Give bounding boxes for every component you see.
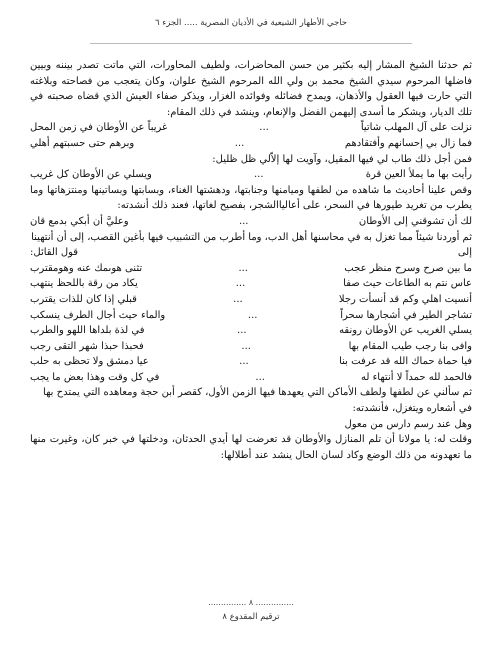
verse-hemistich-second: قبلي إذا كان للذات يقترب — [30, 293, 137, 305]
verse-line — [30, 370, 472, 386]
verse-hemistich-second: في لذة بلداها اللهو والطرب — [30, 325, 145, 337]
verse-hemistich-second: والماء حيث أجال الطرف ينسكب — [30, 309, 166, 321]
verse-line — [30, 401, 472, 417]
verse-hemistich-first: تشاجر الطير في أشجارها سحراً — [340, 309, 472, 321]
verse-hemistich-first: فما زال بي إحسانهم وأفتقادهم — [344, 137, 472, 149]
verse-hemistich-second: يكاد من رقة باللحظ ينتهب — [30, 278, 138, 290]
paragraph: فمن أجل ذلك طاب لي فيها المقيل، وآويت لها إلاّلي ظل ظليل: — [212, 153, 472, 165]
verse-hemistich-first: أنسيت اهلي وكم قد أنسأت رجلا — [338, 293, 472, 305]
verse-hemistich-second: فحبذا حبذا شهر التقى رجب — [30, 340, 144, 352]
header-divider — [90, 43, 412, 44]
verse-line — [30, 323, 472, 339]
verse-separator: ... — [255, 371, 265, 383]
footer-label: ترقيم المقدوع ٨ — [222, 612, 280, 622]
verse-hemistich-first: يسلي الغريب عن الأوطان رونقه — [339, 325, 472, 337]
verse-hemistich-first: عاس نتم به الطاعات حيث صفا — [343, 278, 472, 290]
verse-separator: ... — [234, 137, 245, 149]
verse-hemistich-second: وبرهم حتى حسبتهم أهلي — [30, 137, 135, 149]
verse-line — [30, 120, 472, 136]
verse-line — [30, 136, 472, 152]
verse-hemistich-second: غريباً عن الأوطان في زمن المحل — [30, 122, 168, 134]
verse-hemistich-second: قول القائل: — [30, 247, 79, 259]
verse-line — [30, 417, 472, 433]
paragraph: ثم أوردنا شيئاً مما تغزل به في محاسنها أهل الدب، وما أطرب من التشبيب فيها بأغين القصب، إلى أن أنتهينا — [31, 231, 472, 243]
verse-separator: ... — [237, 325, 247, 337]
verse-separator: ... — [238, 215, 249, 227]
verse-hemistich-first: ما بين صرح وسرح منظر عجب — [344, 262, 472, 274]
verse-line — [30, 214, 472, 230]
running-header: حاجي الأطهار الشيعية في الأديان المصرية ..... الجزء ٦ — [154, 18, 348, 28]
verse-line — [30, 308, 472, 324]
verse-hemistich-first: فيا حماة حماك الله قد عرفت بنا — [339, 356, 472, 368]
verse-separator: ... — [238, 262, 248, 274]
verse-hemistich-first: إلى — [457, 247, 472, 259]
verse-hemistich-first: وافى بنا رجب طيب المقام بها — [348, 340, 472, 352]
verse-hemistich-first: رأيت بها ما يملأ العين قرة — [365, 169, 472, 181]
verse-hemistich-second: وعليَّ أن أبكي بدمع قان — [30, 215, 129, 227]
verse-hemistich-first: نزلت على آل المهلب شاتياً — [360, 122, 472, 134]
verse-line — [30, 167, 472, 183]
verse-separator: ... — [235, 278, 246, 290]
verse-hemistich-first: وهل عند رسم دارس من معول — [344, 418, 472, 430]
verse-separator: ... — [239, 356, 249, 368]
verse-line — [30, 354, 472, 370]
verse-separator: ... — [254, 169, 264, 181]
verse-separator: ... — [259, 122, 269, 134]
verse-line — [30, 339, 472, 355]
verse-line — [30, 276, 472, 292]
paragraph: وقلت له: يا مولانا أن تلم المنازل والأوطان قد تعرضت لها أيدي الحدثان، ودخلتها في خبر كان، وغيرت منها ما تعهدونه من ذلك الوضع وكاد لسان الحال ينشد عند أطلالها: — [30, 434, 472, 461]
verse-separator: ... — [233, 293, 243, 305]
verse-separator: ... — [247, 309, 258, 321]
verse-hemistich-first: لك أن تشوقني إلى الأوطان — [358, 215, 472, 227]
verse-hemistich-second: عيا دمشق ولا تحظى به حلب — [30, 356, 149, 368]
verse-line — [30, 292, 472, 308]
verse-hemistich-second: ويسلي عن الأوطان كل غريب — [30, 169, 152, 181]
verse-line — [30, 261, 472, 277]
paragraph: ثم حدثنا الشيخ المشار إليه بكثير من حسن المحاضرات، ولطيف المحاورات، التي ماتت تصدر بيننه وبيين فاضلها المرحوم سيدي الشيخ محمد بن ولي الله المرحوم الشيخ علوان، وكان يتعجب من فصاحته وبلاغته التي حارت فيها العقول والأذهان، ويمدح فضائله وفوائده الغزار، ويذكر صفاء العيش الذي قضاه صحبته في تلك الديار، ويشكر ما أسدى إليهمن الفضل والإنعام، وينشد في ذلك المقام: — [30, 60, 472, 118]
document-body — [30, 58, 472, 578]
verse-hemistich-second: تثنى هوىمك عنه وهومقترب — [30, 262, 143, 274]
verse-separator: ... — [241, 340, 251, 352]
paragraph: وقص علينا أحاديث ما شاهده من لطفها وميامنها وجنابتها، ودهشتها الغناء، وبسابتها وبساتينها ومنتزهاتها وما يطرب من تغريد طيورها في السحر، على أعالياالشجر، بفصيح لغاتها، فعند ذلك أنشدته: — [30, 184, 472, 212]
page-number-marker: ............... ٨ ............... — [208, 598, 294, 607]
verse-hemistich-first: في أشعاره ويتغزل، فأنشدته: — [352, 403, 472, 415]
verse-line — [30, 245, 472, 261]
verse-hemistich-second: في كل وقت وهذا بعض ما يجب — [30, 371, 160, 383]
verse-hemistich-first: فالحمد لله حمداً لا أنتهاء له — [360, 371, 472, 383]
paragraph: ثم سألني عن لطفها ولطف الأماكن التي يعهدها فيها الزمن الأول، كقصر أبن حجة ومعاهده التي يمتدح بها — [43, 387, 472, 399]
